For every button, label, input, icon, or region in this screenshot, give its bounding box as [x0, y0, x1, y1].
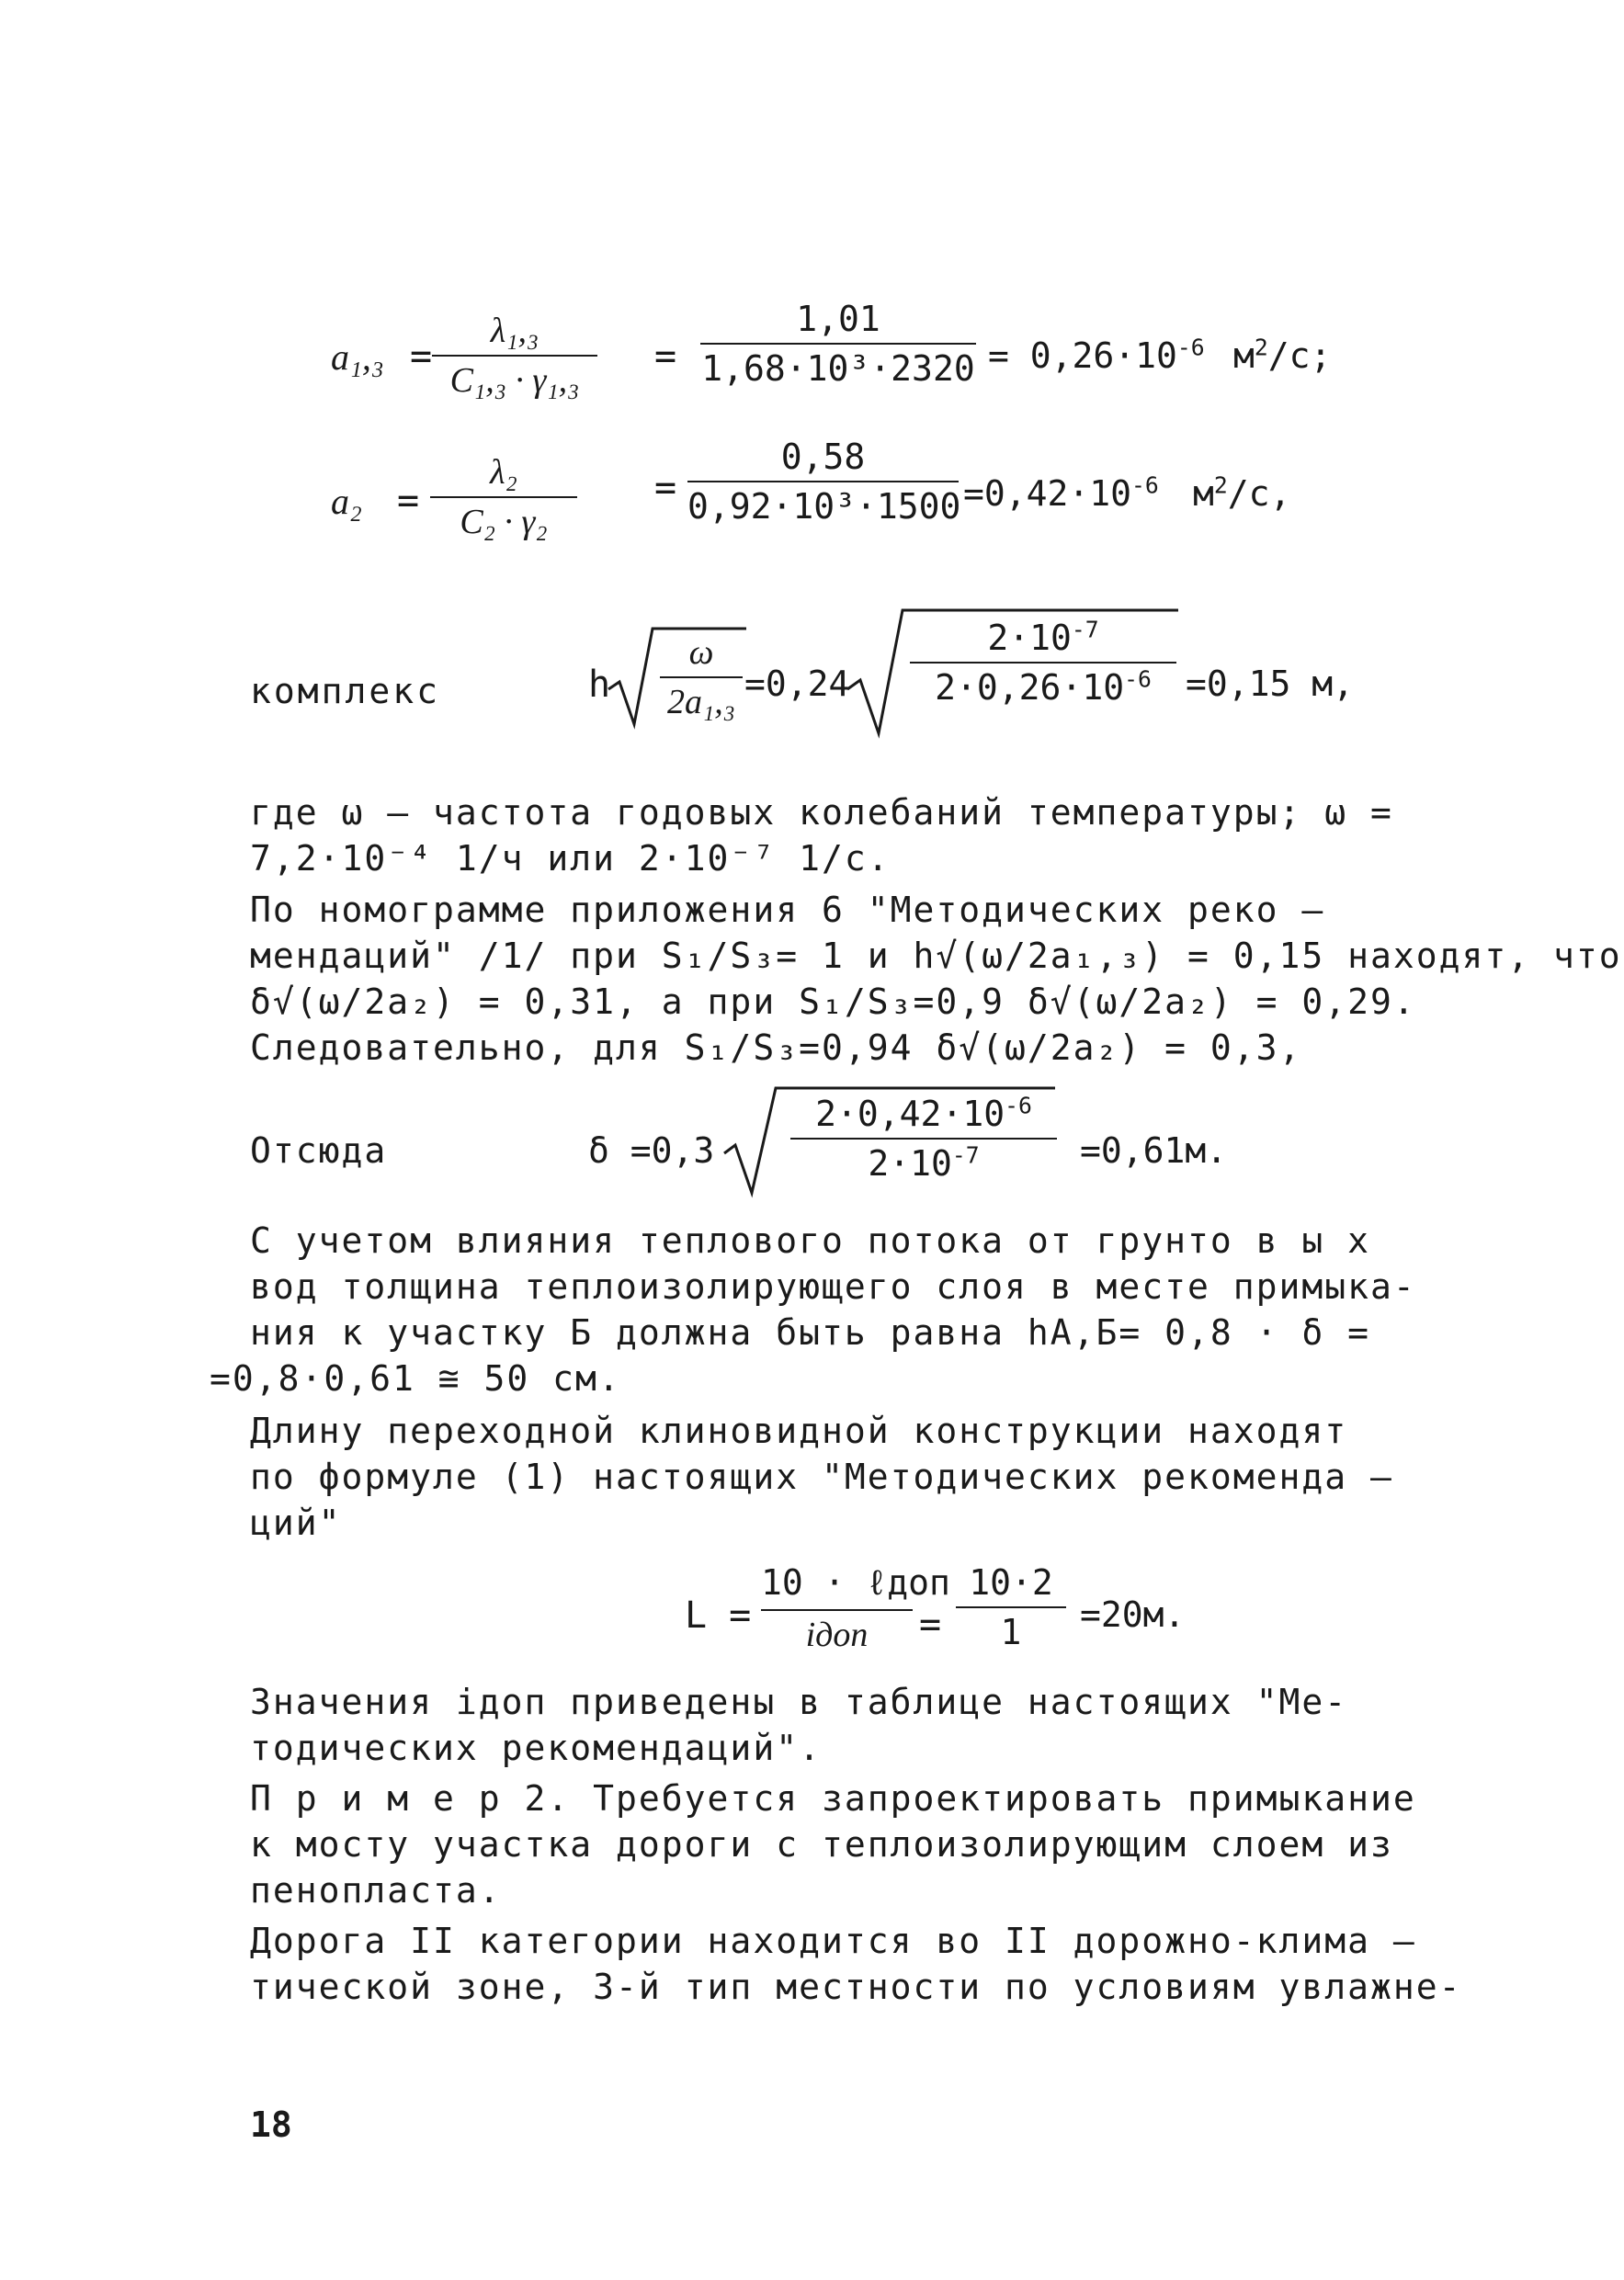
complex-label: комплекс	[250, 671, 441, 711]
text-line: Следовательно, для S₁/S₃=0,94 δ√(ω/2a₂) = 0,3,	[250, 1027, 1302, 1068]
text-line: где ω – частота годовых колебаний температуры; ω =	[250, 792, 1393, 833]
text-line: Значения iдоп приведены в таблице настоящих "Ме-	[250, 1682, 1348, 1722]
text-line: мендаций" /1/ при S₁/S₃= 1 и h√(ω/2a₁,₃) = 0,15 находят, что	[250, 936, 1622, 976]
text-line: Длину переходной клиновидной конструкции находят	[250, 1411, 1348, 1451]
text-line: ций"	[250, 1503, 342, 1543]
complex-frac: $2\cdot 10^{-7}$ $2\cdot 0,26\cdot 10^{-6}$	[910, 618, 1176, 708]
length-frac1: 10 · ℓдоп iдоп	[761, 1562, 950, 1654]
text-line: По номограмме приложения 6 "Методических реко –	[250, 890, 1325, 930]
formula-a13-frac1: λ₁,₃ C₁,₃ · γ₁,₃	[432, 311, 597, 401]
length-frac2: 10·2 1	[956, 1562, 1066, 1652]
text-line: по формуле (1) настоящих "Методических рекоменда –	[250, 1457, 1393, 1497]
text-line: пенопласта.	[250, 1870, 502, 1911]
formula-a13-lhs: a₁,₃	[331, 336, 384, 378]
page-number: 18	[250, 2104, 292, 2145]
text-line: Дорога II категории находится во II дорожно-клима –	[250, 1921, 1416, 1961]
text-line: к мосту участка дороги с теплоизолирующим слоем из	[250, 1824, 1393, 1865]
document-page: a₁,₃ = λ₁,₃ C₁,₃ · γ₁,₃ = 1,01 1,68·10³·2320 = $0,26\cdot 10^{-6}$ $м^2/с$; a₂ = λ₂ C₂ · γ₂ = 0,58 0,92·10³·1500 $=0,42\cdot 10^{-6}$ $м^2/с$, комплекс h ω 2a₁,₃ =0,24 $2\cdot 10^{-7}$ $2\cdot 0,26\cdot 10^{-6}$ =0,15 м, где ω – частота годовых колебаний температуры; ω = 7,2·10⁻⁴ 1/ч или 2·10⁻⁷ 1/с. По номограмме приложения 6 "Методических реко – мендаций" /1/ при S₁/S₃= 1 и h√(ω/2a₁,₃) = 0,15 находят, что δ√(ω/2a₂) = 0,31, а при S₁/S₃=0,9 δ√(ω/2a₂) = 0,29. Следовательно, для S₁/S₃=0,94 δ√(ω/2a₂) = 0,3, Отсюда δ =0,3 $2\cdot 0,42\cdot 10^{-6}$ $2\cdot 10^{-7}$ =0,61м. С учетом влияния теплового потока от грунто в ы х вод толщина теплоизолирующего слоя в месте примыка- ния к участку Б должна быть равна hА,Б= 0,8 · δ = =0,8·0,61 ≅ 50 см. Длину переходной клиновидной конструкции находят по формуле (1) настоящих "Методических рекоменда – ций" L = 10 · ℓдоп iдоп = 10·2 1 =20м. Значения iдоп приведены в таблице настоящих "Ме- тодических рекомендаций". П р и м е р 2. Требуется запроектировать примыкание к мосту участка дороги с теплоизолирующим слоем из пенопласта. Дорога II категории находится во II дорожно-клима – тической зоне, 3-й тип местности по условиям увлажне- 18	[210, 299, 1622, 2145]
complex-inner-frac: ω 2a₁,₃	[660, 632, 743, 722]
formula-a2-frac2: 0,58 0,92·10³·1500	[687, 437, 961, 527]
text-line: С учетом влияния теплового потока от грунто в ы х	[250, 1220, 1371, 1261]
text-line: тической зоне, 3-й тип местности по условиям увлажне-	[250, 1967, 1462, 2007]
otsyuda-frac: $2\cdot 0,42\cdot 10^{-6}$ $2\cdot 10^{-7}$	[790, 1094, 1057, 1184]
formula-a13-frac2: 1,01 1,68·10³·2320	[701, 299, 975, 389]
text-line: ния к участку Б должна быть равна hА,Б= 0,8 · δ =	[250, 1312, 1371, 1353]
text-line: 7,2·10⁻⁴ 1/ч или 2·10⁻⁷ 1/с.	[250, 838, 891, 879]
formula-a2-frac1: λ₂ C₂ · γ₂	[430, 452, 577, 542]
text-line: тодических рекомендаций".	[250, 1728, 822, 1768]
text-line: δ√(ω/2a₂) = 0,31, а при S₁/S₃=0,9 δ√(ω/2a₂) = 0,29.	[250, 981, 1416, 1022]
text-line: =0,8·0,61 ≅ 50 см.	[210, 1358, 621, 1399]
text-line: П р и м е р 2. Требуется запроектировать примыкание	[250, 1778, 1416, 1819]
otsyuda-label: Отсюда	[250, 1130, 388, 1171]
formula-a2-lhs: a₂	[331, 481, 362, 522]
text-line: вод толщина теплоизолирующего слоя в месте примыка-	[250, 1266, 1416, 1307]
